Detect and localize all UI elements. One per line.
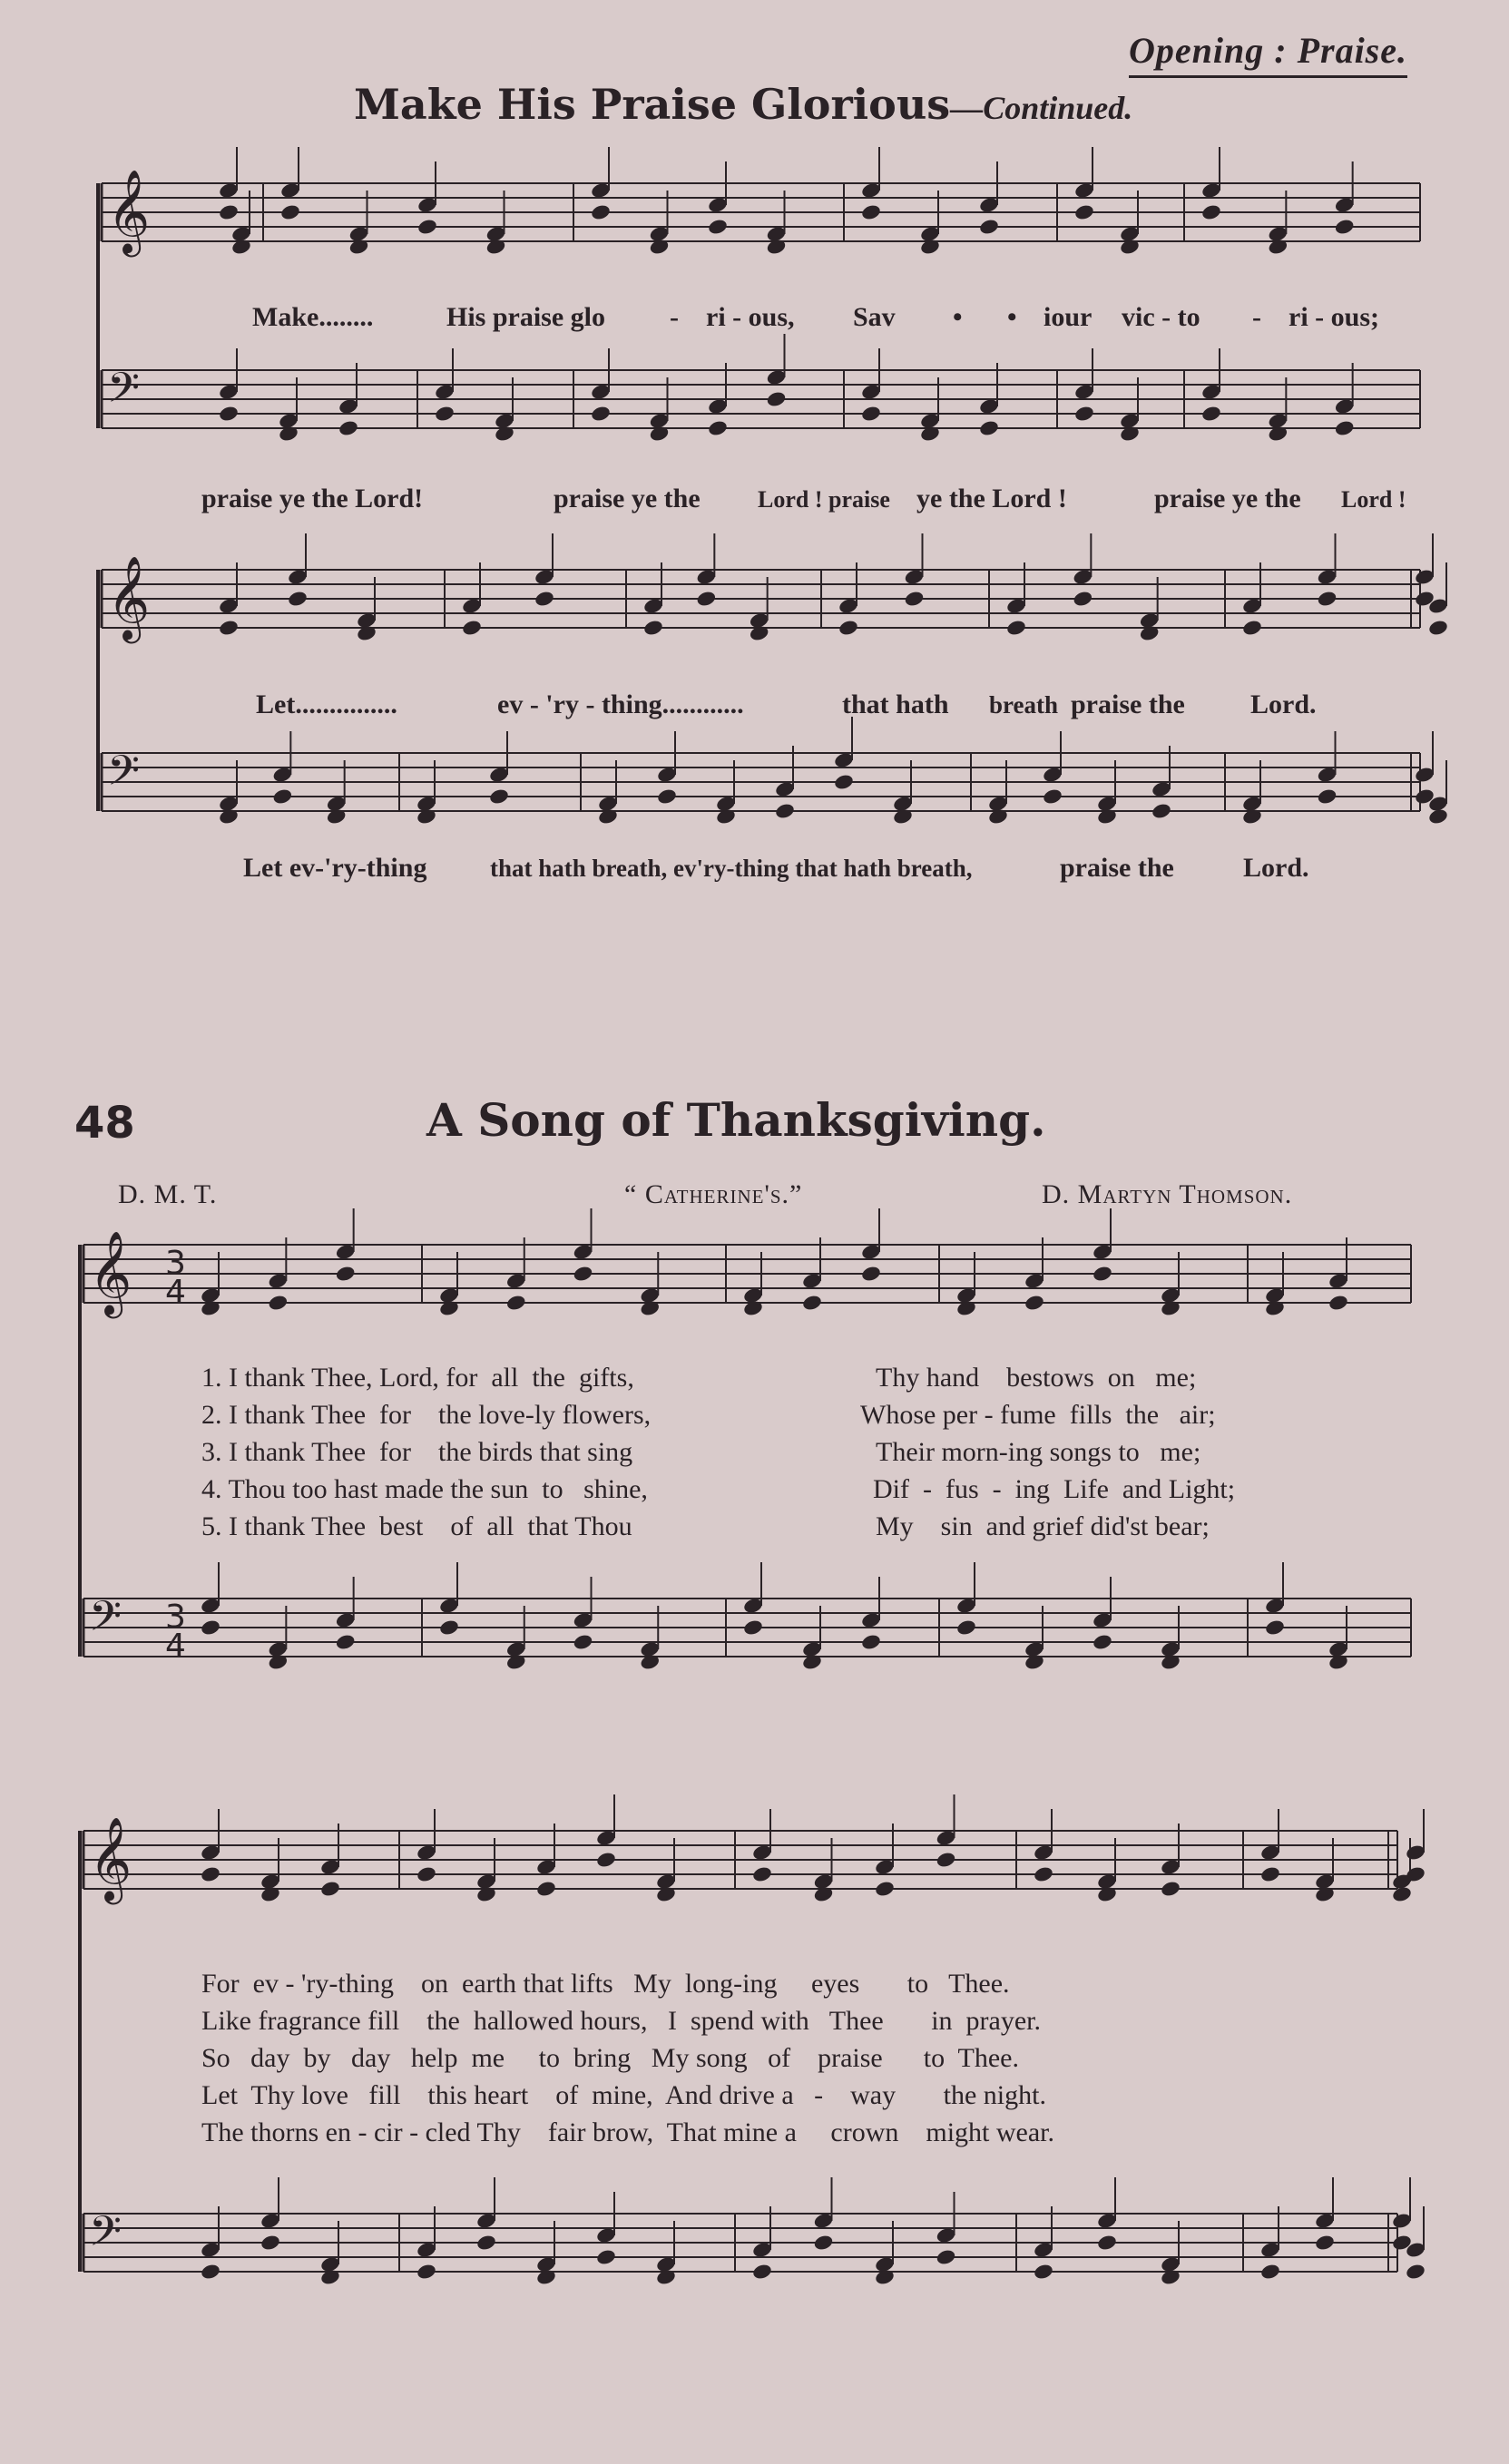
h1s2-lyric-3: that hath <box>842 689 949 719</box>
verse1-part1-right: Thy hand bestows on me; <box>876 1363 1197 1393</box>
h1s1-lyric-2: His praise glo <box>446 302 606 332</box>
verse5-part2: The thorns en - cir - cled Thy fair brow, That mine a crown might wear. <box>201 2117 1055 2147</box>
h1s1-lyric-4: ri - ous, <box>706 302 795 332</box>
h1s1-bass-lyric-1: praise ye the Lord! <box>201 484 424 513</box>
hymn2-composer: D. Martyn Thomson. <box>1042 1179 1293 1209</box>
h1s2-bass-lyric-2: that hath breath, ev'ry-thing that hath breath, <box>490 855 973 882</box>
hymn2-title: A Song of Thanksgiving. <box>426 1093 1046 1147</box>
h1s2-lyric-6: Lord. <box>1250 689 1317 719</box>
h1s2-lyric-2: ev - 'ry - thing............ <box>497 689 744 719</box>
svg-text:𝄢: 𝄢 <box>89 1592 122 1651</box>
h1s2-lyric-5: praise the <box>1071 689 1185 719</box>
verse1-part1-left: 1. I thank Thee, Lord, for all the gifts, <box>201 1363 634 1393</box>
h1s1-lyric-9: vic - to <box>1122 302 1200 332</box>
hymn1-continued: —Continued. <box>950 90 1133 126</box>
h1s2-bass-lyric-3: praise the <box>1060 853 1174 883</box>
h1s1-lyric-5: Sav <box>853 302 896 332</box>
svg-text:𝄞: 𝄞 <box>107 555 151 640</box>
svg-text:4: 4 <box>165 1628 186 1665</box>
svg-text:3: 3 <box>165 1599 186 1636</box>
h1s1-lyric-8: iour <box>1044 302 1093 332</box>
h1s1-lyric-11: ri - ous; <box>1289 302 1379 332</box>
hymn2-author: D. M. T. <box>118 1179 218 1209</box>
verse3-part2: So day by day help me to bring My song of praise to Thee. <box>201 2043 1019 2073</box>
verse5-part1-right: My sin and grief did'st bear; <box>876 1511 1210 1541</box>
h1s1-lyric-6: • <box>953 302 963 332</box>
verse4-part1-left: 4. Thou too hast made the sun to shine, <box>201 1474 648 1504</box>
hymn2-tune: “ Catherine's.” <box>624 1179 803 1209</box>
h1s1-lyric-7: • <box>1007 302 1017 332</box>
svg-text:𝄢: 𝄢 <box>107 747 141 806</box>
verse1-part2: For ev - 'ry-thing on earth that lifts My long-ing eyes to Thee. <box>201 1969 1010 1999</box>
verse5-part1-left: 5. I thank Thee best of all that Thou <box>201 1511 632 1541</box>
hymn-number: 48 <box>74 1098 135 1149</box>
svg-text:3: 3 <box>165 1245 186 1282</box>
h1s2-bass-lyric-1: Let ev-'ry-thing <box>243 853 427 883</box>
svg-text:𝄢: 𝄢 <box>89 2207 122 2266</box>
h1s1-bass-lyric-5: praise ye the <box>1154 484 1301 513</box>
section-header: Opening : Praise. <box>1129 29 1407 78</box>
h1s1-lyric-10: - <box>1252 302 1261 332</box>
verse4-part2: Let Thy love fill this heart of mine, And drive a - way the night. <box>201 2080 1046 2110</box>
svg-text:𝄞: 𝄞 <box>89 1230 132 1315</box>
svg-text:𝄞: 𝄞 <box>89 1816 132 1901</box>
h1s1-bass-lyric-6: Lord ! <box>1341 486 1406 513</box>
verse3-part1-right: Their morn-ing songs to me; <box>876 1437 1201 1467</box>
verse2-part1-right: Whose per - fume fills the air; <box>860 1400 1216 1430</box>
h1s2-lyric-1: Let............... <box>256 689 397 719</box>
verse2-part1-left: 2. I thank Thee for the love-ly flowers, <box>201 1400 652 1430</box>
h1s2-lyric-4: breath <box>989 691 1059 719</box>
h1s1-bass-lyric-4: ye the Lord ! <box>916 484 1067 513</box>
h1s2-bass-lyric-4: Lord. <box>1243 853 1309 883</box>
hymn1-title-text: Make His Praise Glorious <box>354 80 951 129</box>
svg-text:𝄢: 𝄢 <box>107 364 141 423</box>
verse2-part2: Like fragrance fill the hallowed hours, I spend with Thee in prayer. <box>201 2006 1042 2036</box>
h1s1-lyric-1: Make........ <box>252 302 374 332</box>
h1s1-bass-lyric-3: Lord ! praise <box>758 486 890 513</box>
verse3-part1-left: 3. I thank Thee for the birds that sing <box>201 1437 633 1467</box>
verse4-part1-right: Dif - fus - ing Life and Light; <box>873 1474 1236 1504</box>
svg-text:𝄞: 𝄞 <box>107 169 151 253</box>
svg-text:4: 4 <box>165 1274 186 1311</box>
h1s1-lyric-3: - <box>670 302 679 332</box>
h1s1-bass-lyric-2: praise ye the <box>554 484 701 513</box>
